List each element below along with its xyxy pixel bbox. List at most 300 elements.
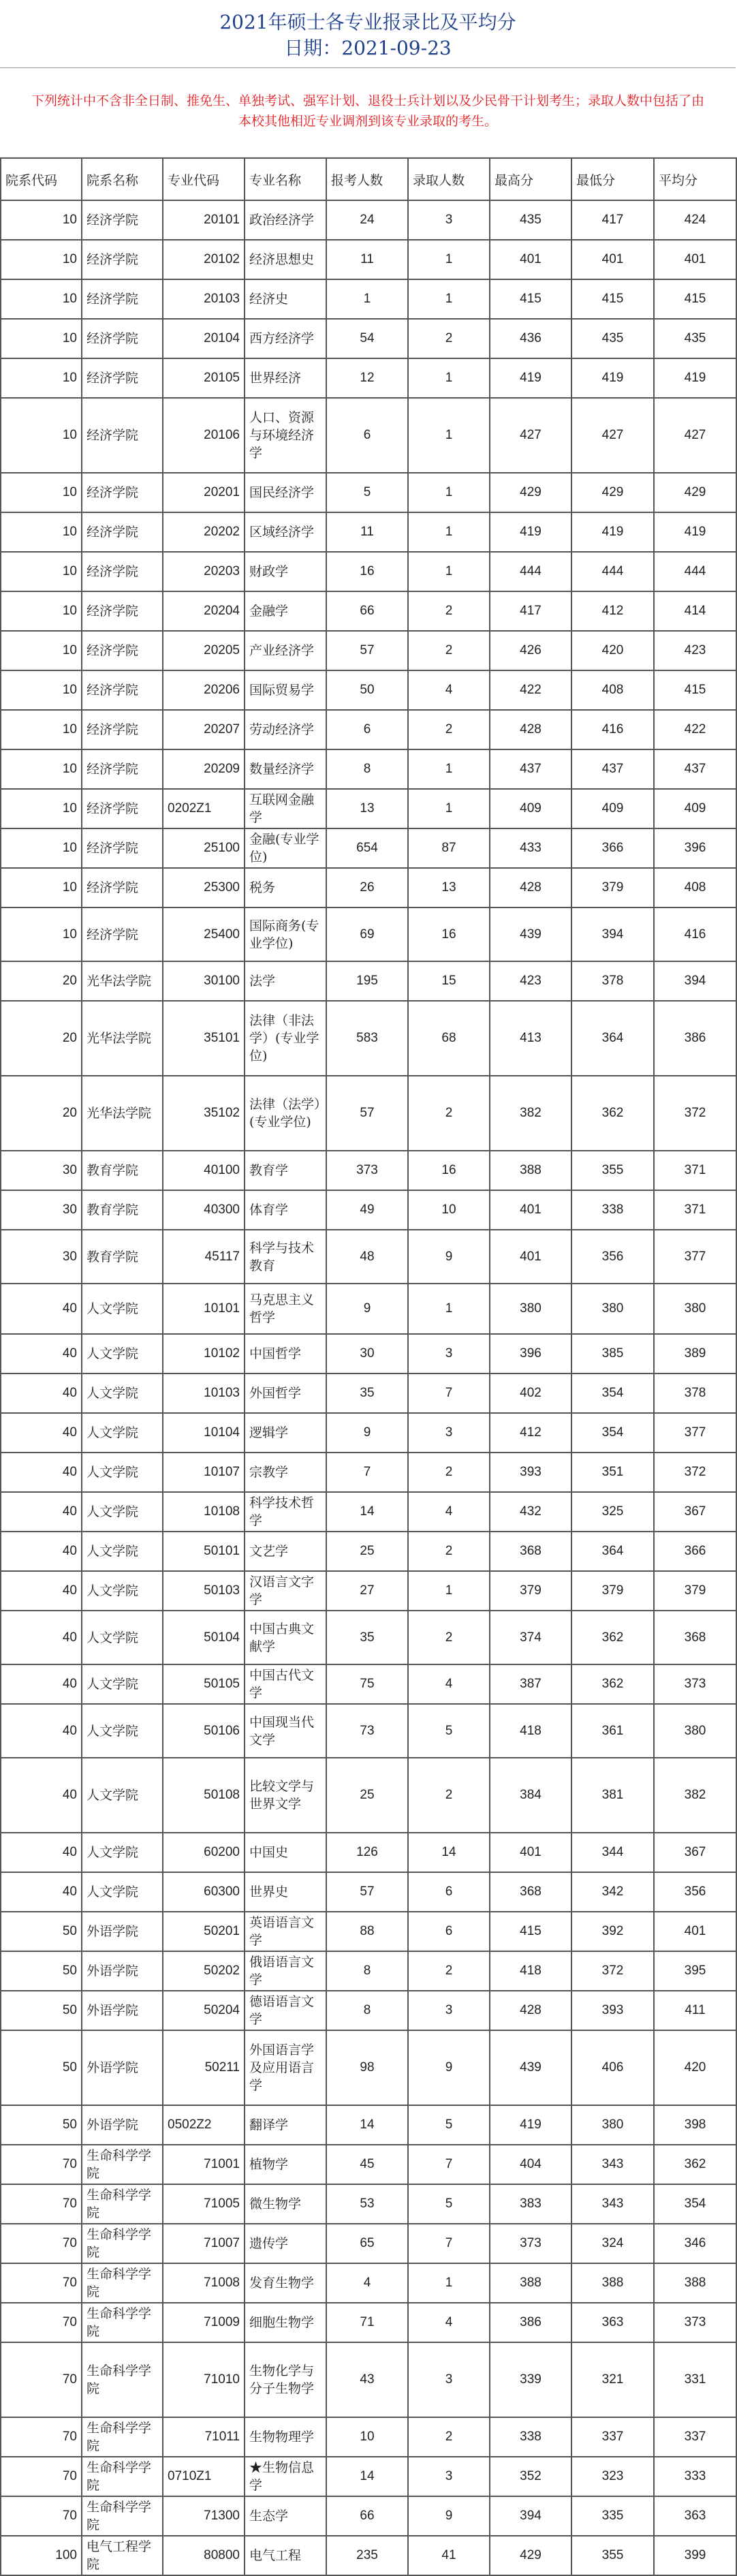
- cell-dept-code: 40: [1, 1704, 82, 1758]
- cell-dept-code: 100: [1, 2536, 82, 2575]
- cell-major-name: 中国古代文学: [245, 1664, 326, 1704]
- cell-avg-score: 422: [654, 710, 736, 749]
- cell-dept-name: 人文学院: [82, 1758, 163, 1833]
- cell-applicants: 66: [326, 2496, 408, 2536]
- cell-admitted: 3: [408, 200, 490, 240]
- cell-dept-code: 10: [1, 552, 82, 591]
- cell-dept-name: 经济学院: [82, 398, 163, 473]
- cell-major-code: 20105: [163, 358, 245, 398]
- cell-dept-code: 10: [1, 749, 82, 789]
- cell-admitted: 68: [408, 1001, 490, 1076]
- table-row: [1, 1664, 736, 1704]
- cell-avg-score: 366: [654, 1532, 736, 1571]
- cell-max-score: 379: [490, 1571, 571, 1611]
- cell-dept-name: 经济学院: [82, 631, 163, 670]
- cell-major-name: 发育生物学: [245, 2263, 326, 2303]
- cell-avg-score: 394: [654, 961, 736, 1001]
- cell-major-name: 科学技术哲学: [245, 1492, 326, 1532]
- cell-max-score: 428: [490, 1991, 571, 2030]
- cell-max-score: 418: [490, 1704, 571, 1758]
- cell-min-score: 362: [571, 1664, 654, 1704]
- cell-avg-score: 377: [654, 1413, 736, 1453]
- cell-avg-score: 401: [654, 1912, 736, 1951]
- cell-dept-name: 生命科学学院: [82, 2342, 163, 2417]
- cell-dept-name: 经济学院: [82, 828, 163, 868]
- cell-admitted: 1: [408, 358, 490, 398]
- cell-min-score: 324: [571, 2224, 654, 2263]
- cell-major-name: 科学与技术教育: [245, 1230, 326, 1284]
- cell-admitted: 2: [408, 2417, 490, 2457]
- cell-min-score: 343: [571, 2184, 654, 2224]
- cell-max-score: 368: [490, 1532, 571, 1571]
- cell-admitted: 3: [408, 2457, 490, 2496]
- cell-dept-name: 人文学院: [82, 1453, 163, 1492]
- cell-dept-code: 40: [1, 1833, 82, 1872]
- cell-admitted: 2: [408, 1758, 490, 1833]
- table-row: [1, 2030, 736, 2105]
- cell-dept-code: 30: [1, 1230, 82, 1284]
- cell-max-score: 426: [490, 631, 571, 670]
- cell-major-name: 比较文学与世界文学: [245, 1758, 326, 1833]
- cell-major-code: 0502Z2: [163, 2105, 245, 2145]
- cell-min-score: 351: [571, 1453, 654, 1492]
- cell-max-score: 419: [490, 2105, 571, 2145]
- cell-max-score: 401: [490, 240, 571, 279]
- cell-dept-name: 人文学院: [82, 1492, 163, 1532]
- cell-avg-score: 399: [654, 2536, 736, 2575]
- cell-applicants: 25: [326, 1758, 408, 1833]
- cell-major-code: 71009: [163, 2303, 245, 2342]
- cell-admitted: 2: [408, 631, 490, 670]
- cell-applicants: 75: [326, 1664, 408, 1704]
- cell-major-name: 英语语言文学: [245, 1912, 326, 1951]
- table-row: [1, 1912, 736, 1951]
- cell-major-name: 互联网金融学: [245, 789, 326, 828]
- cell-avg-score: 377: [654, 1230, 736, 1284]
- cell-dept-code: 40: [1, 1571, 82, 1611]
- cell-dept-name: 经济学院: [82, 358, 163, 398]
- cell-applicants: 35: [326, 1611, 408, 1664]
- cell-min-score: 380: [571, 2105, 654, 2145]
- cell-applicants: 195: [326, 961, 408, 1001]
- cell-major-name: 区域经济学: [245, 512, 326, 552]
- cell-applicants: 373: [326, 1151, 408, 1190]
- table-row: [1, 2224, 736, 2263]
- cell-major-name: 经济思想史: [245, 240, 326, 279]
- cell-admitted: 1: [408, 398, 490, 473]
- cell-dept-code: 70: [1, 2263, 82, 2303]
- cell-admitted: 9: [408, 2030, 490, 2105]
- cell-max-score: 444: [490, 552, 571, 591]
- cell-dept-name: 经济学院: [82, 473, 163, 512]
- cell-avg-score: 416: [654, 907, 736, 961]
- cell-admitted: 2: [408, 710, 490, 749]
- cell-admitted: 4: [408, 2303, 490, 2342]
- cell-applicants: 54: [326, 319, 408, 358]
- table-row: [1, 1230, 736, 1284]
- table-row: [1, 1571, 736, 1611]
- cell-major-name: 植物学: [245, 2145, 326, 2184]
- cell-dept-name: 外语学院: [82, 2105, 163, 2145]
- cell-avg-score: 367: [654, 1492, 736, 1532]
- cell-min-score: 342: [571, 1872, 654, 1912]
- cell-avg-score: 356: [654, 1872, 736, 1912]
- table-row: [1, 789, 736, 828]
- cell-max-score: 338: [490, 2417, 571, 2457]
- cell-admitted: 1: [408, 749, 490, 789]
- col-header-major-code: 专业代码: [163, 158, 245, 200]
- col-header-dept-name: 院系名称: [82, 158, 163, 200]
- table-row: [1, 1611, 736, 1664]
- cell-avg-score: 423: [654, 631, 736, 670]
- cell-dept-code: 40: [1, 1758, 82, 1833]
- cell-applicants: 57: [326, 1872, 408, 1912]
- cell-major-code: 50106: [163, 1704, 245, 1758]
- cell-major-name: 税务: [245, 868, 326, 907]
- cell-major-name: 微生物学: [245, 2184, 326, 2224]
- cell-major-name: 国际商务(专业学位): [245, 907, 326, 961]
- cell-min-score: 380: [571, 1284, 654, 1334]
- cell-major-name: 文艺学: [245, 1532, 326, 1571]
- cell-dept-name: 电气工程学院: [82, 2536, 163, 2575]
- cell-max-score: 374: [490, 1611, 571, 1664]
- cell-applicants: 7: [326, 1453, 408, 1492]
- cell-applicants: 53: [326, 2184, 408, 2224]
- cell-avg-score: 373: [654, 2303, 736, 2342]
- cell-major-name: 财政学: [245, 552, 326, 591]
- cell-admitted: 1: [408, 240, 490, 279]
- cell-major-code: 0710Z1: [163, 2457, 245, 2496]
- cell-applicants: 65: [326, 2224, 408, 2263]
- cell-dept-code: 40: [1, 1413, 82, 1453]
- cell-admitted: 7: [408, 2224, 490, 2263]
- cell-major-code: 35102: [163, 1076, 245, 1151]
- cell-avg-score: 398: [654, 2105, 736, 2145]
- cell-applicants: 35: [326, 1374, 408, 1413]
- cell-major-name: 汉语言文字学: [245, 1571, 326, 1611]
- cell-admitted: 5: [408, 2105, 490, 2145]
- cell-min-score: 379: [571, 1571, 654, 1611]
- table-row: [1, 1492, 736, 1532]
- cell-major-code: 60200: [163, 1833, 245, 1872]
- cell-min-score: 392: [571, 1912, 654, 1951]
- cell-applicants: 30: [326, 1334, 408, 1374]
- cell-dept-code: 50: [1, 1912, 82, 1951]
- cell-dept-name: 人文学院: [82, 1532, 163, 1571]
- col-header-admitted: 录取人数: [408, 158, 490, 200]
- cell-avg-score: 408: [654, 868, 736, 907]
- cell-major-code: 50204: [163, 1991, 245, 2030]
- table-row: [1, 868, 736, 907]
- cell-min-score: 321: [571, 2342, 654, 2417]
- cell-major-code: 60300: [163, 1872, 245, 1912]
- cell-admitted: 2: [408, 1611, 490, 1664]
- cell-major-name: 生态学: [245, 2496, 326, 2536]
- cell-max-score: 401: [490, 1190, 571, 1230]
- cell-major-code: 25400: [163, 907, 245, 961]
- cell-dept-name: 生命科学学院: [82, 2184, 163, 2224]
- table-row: [1, 1758, 736, 1833]
- table-row: [1, 1704, 736, 1758]
- cell-major-name: 国民经济学: [245, 473, 326, 512]
- cell-min-score: 372: [571, 1951, 654, 1991]
- cell-admitted: 1: [408, 789, 490, 828]
- cell-min-score: 401: [571, 240, 654, 279]
- cell-admitted: 3: [408, 1413, 490, 1453]
- table-row: [1, 2457, 736, 2496]
- cell-applicants: 14: [326, 2457, 408, 2496]
- cell-avg-score: 380: [654, 1704, 736, 1758]
- cell-major-name: 遗传学: [245, 2224, 326, 2263]
- cell-dept-name: 经济学院: [82, 789, 163, 828]
- table-row: [1, 279, 736, 319]
- cell-max-score: 383: [490, 2184, 571, 2224]
- cell-min-score: 444: [571, 552, 654, 591]
- cell-max-score: 382: [490, 1076, 571, 1151]
- cell-major-name: ★生物信息学: [245, 2457, 326, 2496]
- cell-dept-name: 外语学院: [82, 2030, 163, 2105]
- cell-dept-name: 人文学院: [82, 1833, 163, 1872]
- cell-dept-name: 经济学院: [82, 670, 163, 710]
- cell-applicants: 6: [326, 398, 408, 473]
- cell-dept-code: 40: [1, 1872, 82, 1912]
- table-row: [1, 358, 736, 398]
- cell-min-score: 416: [571, 710, 654, 749]
- cell-admitted: 1: [408, 512, 490, 552]
- cell-dept-code: 30: [1, 1151, 82, 1190]
- table-row: [1, 828, 736, 868]
- cell-dept-code: 70: [1, 2417, 82, 2457]
- cell-dept-code: 10: [1, 631, 82, 670]
- cell-avg-score: 371: [654, 1190, 736, 1230]
- cell-applicants: 5: [326, 473, 408, 512]
- cell-max-score: 352: [490, 2457, 571, 2496]
- cell-avg-score: 331: [654, 2342, 736, 2417]
- cell-avg-score: 401: [654, 240, 736, 279]
- cell-max-score: 412: [490, 1413, 571, 1453]
- cell-admitted: 2: [408, 1076, 490, 1151]
- cell-dept-code: 40: [1, 1492, 82, 1532]
- table-row: [1, 2536, 736, 2575]
- cell-avg-score: 362: [654, 2145, 736, 2184]
- cell-avg-score: 382: [654, 1758, 736, 1833]
- cell-dept-code: 10: [1, 512, 82, 552]
- cell-max-score: 429: [490, 2536, 571, 2575]
- cell-dept-name: 人文学院: [82, 1664, 163, 1704]
- cell-major-name: 逻辑学: [245, 1413, 326, 1453]
- cell-admitted: 87: [408, 828, 490, 868]
- cell-major-name: 法律（法学）(专业学位): [245, 1076, 326, 1151]
- cell-max-score: 409: [490, 789, 571, 828]
- cell-major-name: 中国史: [245, 1833, 326, 1872]
- cell-avg-score: 380: [654, 1284, 736, 1334]
- cell-avg-score: 373: [654, 1664, 736, 1704]
- cell-max-score: 428: [490, 710, 571, 749]
- cell-dept-code: 40: [1, 1532, 82, 1571]
- cell-dept-name: 光华法学院: [82, 1001, 163, 1076]
- cell-major-code: 25300: [163, 868, 245, 907]
- cell-applicants: 27: [326, 1571, 408, 1611]
- cell-applicants: 57: [326, 1076, 408, 1151]
- cell-dept-name: 光华法学院: [82, 961, 163, 1001]
- table-row: [1, 1284, 736, 1334]
- cell-max-score: 435: [490, 200, 571, 240]
- cell-min-score: 385: [571, 1334, 654, 1374]
- cell-dept-name: 经济学院: [82, 868, 163, 907]
- table-row: [1, 240, 736, 279]
- cell-major-code: 10107: [163, 1453, 245, 1492]
- cell-major-name: 法学: [245, 961, 326, 1001]
- cell-admitted: 5: [408, 2184, 490, 2224]
- table-row: [1, 200, 736, 240]
- cell-applicants: 73: [326, 1704, 408, 1758]
- cell-admitted: 14: [408, 1833, 490, 1872]
- cell-major-name: 中国哲学: [245, 1334, 326, 1374]
- cell-min-score: 417: [571, 200, 654, 240]
- table-row: [1, 1833, 736, 1872]
- cell-avg-score: 333: [654, 2457, 736, 2496]
- cell-max-score: 417: [490, 591, 571, 631]
- cell-admitted: 1: [408, 473, 490, 512]
- table-row: [1, 1532, 736, 1571]
- cell-major-code: 20106: [163, 398, 245, 473]
- table-row: [1, 670, 736, 710]
- cell-min-score: 435: [571, 319, 654, 358]
- cell-major-code: 20104: [163, 319, 245, 358]
- cell-major-code: 50103: [163, 1571, 245, 1611]
- cell-max-score: 436: [490, 319, 571, 358]
- cell-min-score: 427: [571, 398, 654, 473]
- cell-major-code: 40300: [163, 1190, 245, 1230]
- table-row: [1, 2145, 736, 2184]
- cell-min-score: 394: [571, 907, 654, 961]
- cell-admitted: 9: [408, 1230, 490, 1284]
- cell-major-name: 生物物理学: [245, 2417, 326, 2457]
- cell-dept-code: 40: [1, 1284, 82, 1334]
- table-row: [1, 1076, 736, 1151]
- cell-major-code: 35101: [163, 1001, 245, 1076]
- cell-major-code: 0202Z1: [163, 789, 245, 828]
- cell-dept-code: 70: [1, 2303, 82, 2342]
- cell-applicants: 9: [326, 1284, 408, 1334]
- cell-major-code: 50104: [163, 1611, 245, 1664]
- cell-major-name: 体育学: [245, 1190, 326, 1230]
- cell-major-name: 中国现当代文学: [245, 1704, 326, 1758]
- table-row: [1, 907, 736, 961]
- cell-avg-score: 429: [654, 473, 736, 512]
- cell-applicants: 98: [326, 2030, 408, 2105]
- cell-major-name: 外国哲学: [245, 1374, 326, 1413]
- cell-major-code: 71300: [163, 2496, 245, 2536]
- cell-dept-code: 40: [1, 1664, 82, 1704]
- cell-max-score: 394: [490, 2496, 571, 2536]
- cell-applicants: 14: [326, 2105, 408, 2145]
- cell-major-code: 10103: [163, 1374, 245, 1413]
- cell-applicants: 69: [326, 907, 408, 961]
- cell-dept-name: 经济学院: [82, 591, 163, 631]
- col-header-dept-code: 院系代码: [1, 158, 82, 200]
- cell-major-code: 50202: [163, 1951, 245, 1991]
- cell-major-code: 20206: [163, 670, 245, 710]
- cell-avg-score: 435: [654, 319, 736, 358]
- cell-major-code: 20203: [163, 552, 245, 591]
- cell-major-code: 71008: [163, 2263, 245, 2303]
- cell-max-score: 404: [490, 2145, 571, 2184]
- table-row: [1, 319, 736, 358]
- cell-applicants: 8: [326, 1991, 408, 2030]
- cell-min-score: 406: [571, 2030, 654, 2105]
- cell-dept-name: 人文学院: [82, 1374, 163, 1413]
- table-row: [1, 473, 736, 512]
- cell-major-name: 俄语语言文学: [245, 1951, 326, 1991]
- cell-major-name: 世界史: [245, 1872, 326, 1912]
- cell-major-code: 50108: [163, 1758, 245, 1833]
- cell-max-score: 393: [490, 1453, 571, 1492]
- cell-dept-code: 10: [1, 473, 82, 512]
- cell-min-score: 356: [571, 1230, 654, 1284]
- cell-major-code: 10101: [163, 1284, 245, 1334]
- table-row: [1, 1872, 736, 1912]
- table-row: [1, 710, 736, 749]
- cell-dept-name: 经济学院: [82, 200, 163, 240]
- cell-major-name: 细胞生物学: [245, 2303, 326, 2342]
- cell-max-score: 432: [490, 1492, 571, 1532]
- cell-major-name: 教育学: [245, 1151, 326, 1190]
- cell-avg-score: 444: [654, 552, 736, 591]
- cell-max-score: 387: [490, 1664, 571, 1704]
- cell-applicants: 16: [326, 552, 408, 591]
- cell-avg-score: 437: [654, 749, 736, 789]
- cell-avg-score: 395: [654, 1951, 736, 1991]
- cell-admitted: 3: [408, 1334, 490, 1374]
- cell-major-code: 71011: [163, 2417, 245, 2457]
- cell-max-score: 386: [490, 2303, 571, 2342]
- cell-min-score: 393: [571, 1991, 654, 2030]
- cell-dept-code: 10: [1, 319, 82, 358]
- cell-major-code: 30100: [163, 961, 245, 1001]
- table-row: [1, 2496, 736, 2536]
- cell-dept-name: 人文学院: [82, 1704, 163, 1758]
- cell-min-score: 362: [571, 1076, 654, 1151]
- cell-dept-name: 生命科学学院: [82, 2145, 163, 2184]
- cell-dept-name: 经济学院: [82, 749, 163, 789]
- cell-major-code: 10104: [163, 1413, 245, 1453]
- cell-applicants: 45: [326, 2145, 408, 2184]
- table-header-row: [1, 158, 736, 200]
- cell-major-code: 80800: [163, 2536, 245, 2575]
- cell-avg-score: 415: [654, 670, 736, 710]
- cell-avg-score: 409: [654, 789, 736, 828]
- table-row: [1, 961, 736, 1001]
- cell-dept-name: 教育学院: [82, 1190, 163, 1230]
- cell-applicants: 13: [326, 789, 408, 828]
- cell-dept-code: 70: [1, 2224, 82, 2263]
- cell-admitted: 10: [408, 1190, 490, 1230]
- cell-max-score: 388: [490, 1151, 571, 1190]
- cell-admitted: 1: [408, 552, 490, 591]
- cell-dept-code: 50: [1, 1951, 82, 1991]
- cell-major-code: 50211: [163, 2030, 245, 2105]
- cell-dept-name: 生命科学学院: [82, 2263, 163, 2303]
- cell-dept-code: 50: [1, 1991, 82, 2030]
- cell-applicants: 6: [326, 710, 408, 749]
- cell-applicants: 43: [326, 2342, 408, 2417]
- cell-max-score: 413: [490, 1001, 571, 1076]
- cell-admitted: 6: [408, 1912, 490, 1951]
- cell-min-score: 335: [571, 2496, 654, 2536]
- cell-max-score: 428: [490, 868, 571, 907]
- cell-avg-score: 420: [654, 2030, 736, 2105]
